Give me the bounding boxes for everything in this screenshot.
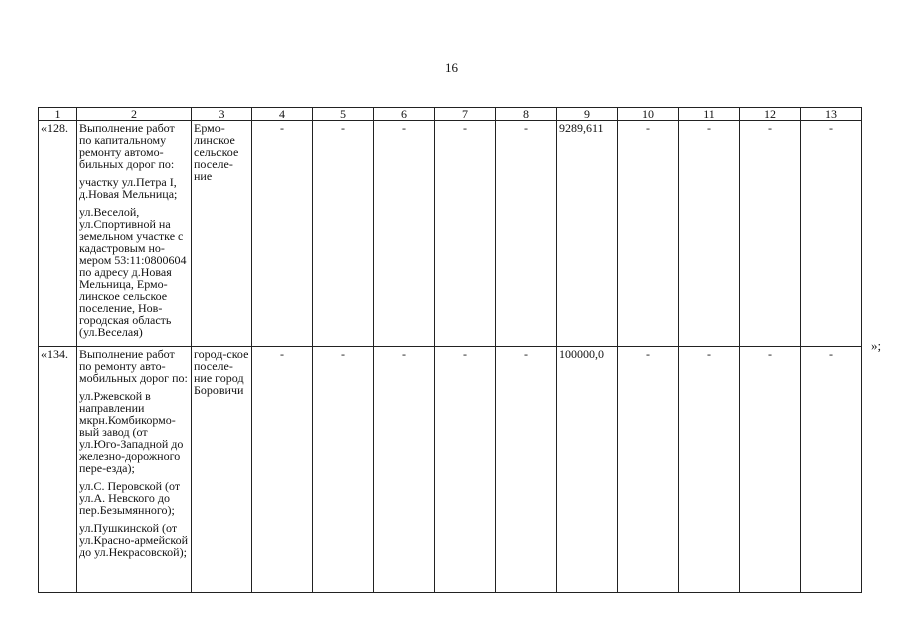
header-cell: 3 (192, 108, 252, 121)
description-paragraph: ул.С. Перовской (от ул.А. Невского до пер.Безымянного); (79, 479, 181, 517)
table-cell: - (313, 347, 374, 593)
header-cell: 6 (374, 108, 435, 121)
header-cell: 10 (618, 108, 679, 121)
header-cell: 4 (252, 108, 313, 121)
data-table (38, 107, 862, 593)
description-paragraph: ул.Веселой, ул.Спортивной на земельном участке с кадастровым но-мером 53:11:0800604 по адресу д.Новая Мельница, Ермо-линское сельское поселение, Нов-городская область (ул.Веселая) (79, 205, 187, 339)
header-cell: 11 (679, 108, 740, 121)
table-cell: - (679, 347, 740, 593)
row-organization: город-ское поселе-ние город Боровичи (192, 347, 252, 593)
header-cell: 12 (740, 108, 801, 121)
header-cell: 7 (435, 108, 496, 121)
row-organization: Ермо-линское сельское поселе-ние (192, 121, 252, 347)
description-paragraph: Выполнение работ по капитальному ремонту автомо-бильных дорог по: (79, 121, 175, 171)
table-cell: - (435, 347, 496, 593)
header-cell: 5 (313, 108, 374, 121)
header-cell: 13 (801, 108, 862, 121)
table-row (39, 121, 862, 347)
table-cell: - (374, 121, 435, 347)
table-cell-amount: 9289,611 (557, 121, 618, 347)
table-cell: - (801, 121, 862, 347)
description-paragraph: ул.Ржевской в направлении мкрн.Комбикормо-вый завод (от ул.Юго-Западной до железно-дорожного пере-езда); (79, 389, 184, 475)
description-paragraph: ул.Пушкинской (от ул.Красно-армейской до ул.Некрасовской); (79, 521, 188, 559)
header-cell: 1 (39, 108, 77, 121)
table-cell: - (252, 347, 313, 593)
row-number: «134. (39, 347, 77, 593)
table-cell: - (618, 121, 679, 347)
table-cell-amount: 100000,0 (557, 347, 618, 593)
table-cell: - (435, 121, 496, 347)
table-cell: - (496, 347, 557, 593)
header-cell: 2 (77, 108, 192, 121)
table-cell: - (740, 347, 801, 593)
description-paragraph: участку ул.Петра I, д.Новая Мельница; (79, 175, 178, 201)
table-cell: - (801, 347, 862, 593)
table-row (39, 347, 862, 593)
header-cell: 8 (496, 108, 557, 121)
table-cell: - (740, 121, 801, 347)
closing-quote-mark: »; (871, 338, 882, 353)
description-paragraph: Выполнение работ по ремонту авто-мобильных дорог по: (79, 347, 188, 385)
table-cell: - (374, 347, 435, 593)
row-description (77, 347, 192, 593)
table-cell: - (496, 121, 557, 347)
row-number: «128. (39, 121, 77, 347)
table-cell: - (679, 121, 740, 347)
table-cell: - (618, 347, 679, 593)
table-cell: - (313, 121, 374, 347)
header-cell: 9 (557, 108, 618, 121)
row-description (77, 121, 192, 347)
page-number: 16 (445, 60, 458, 75)
table-cell: - (252, 121, 313, 347)
table-header-row (39, 108, 862, 121)
